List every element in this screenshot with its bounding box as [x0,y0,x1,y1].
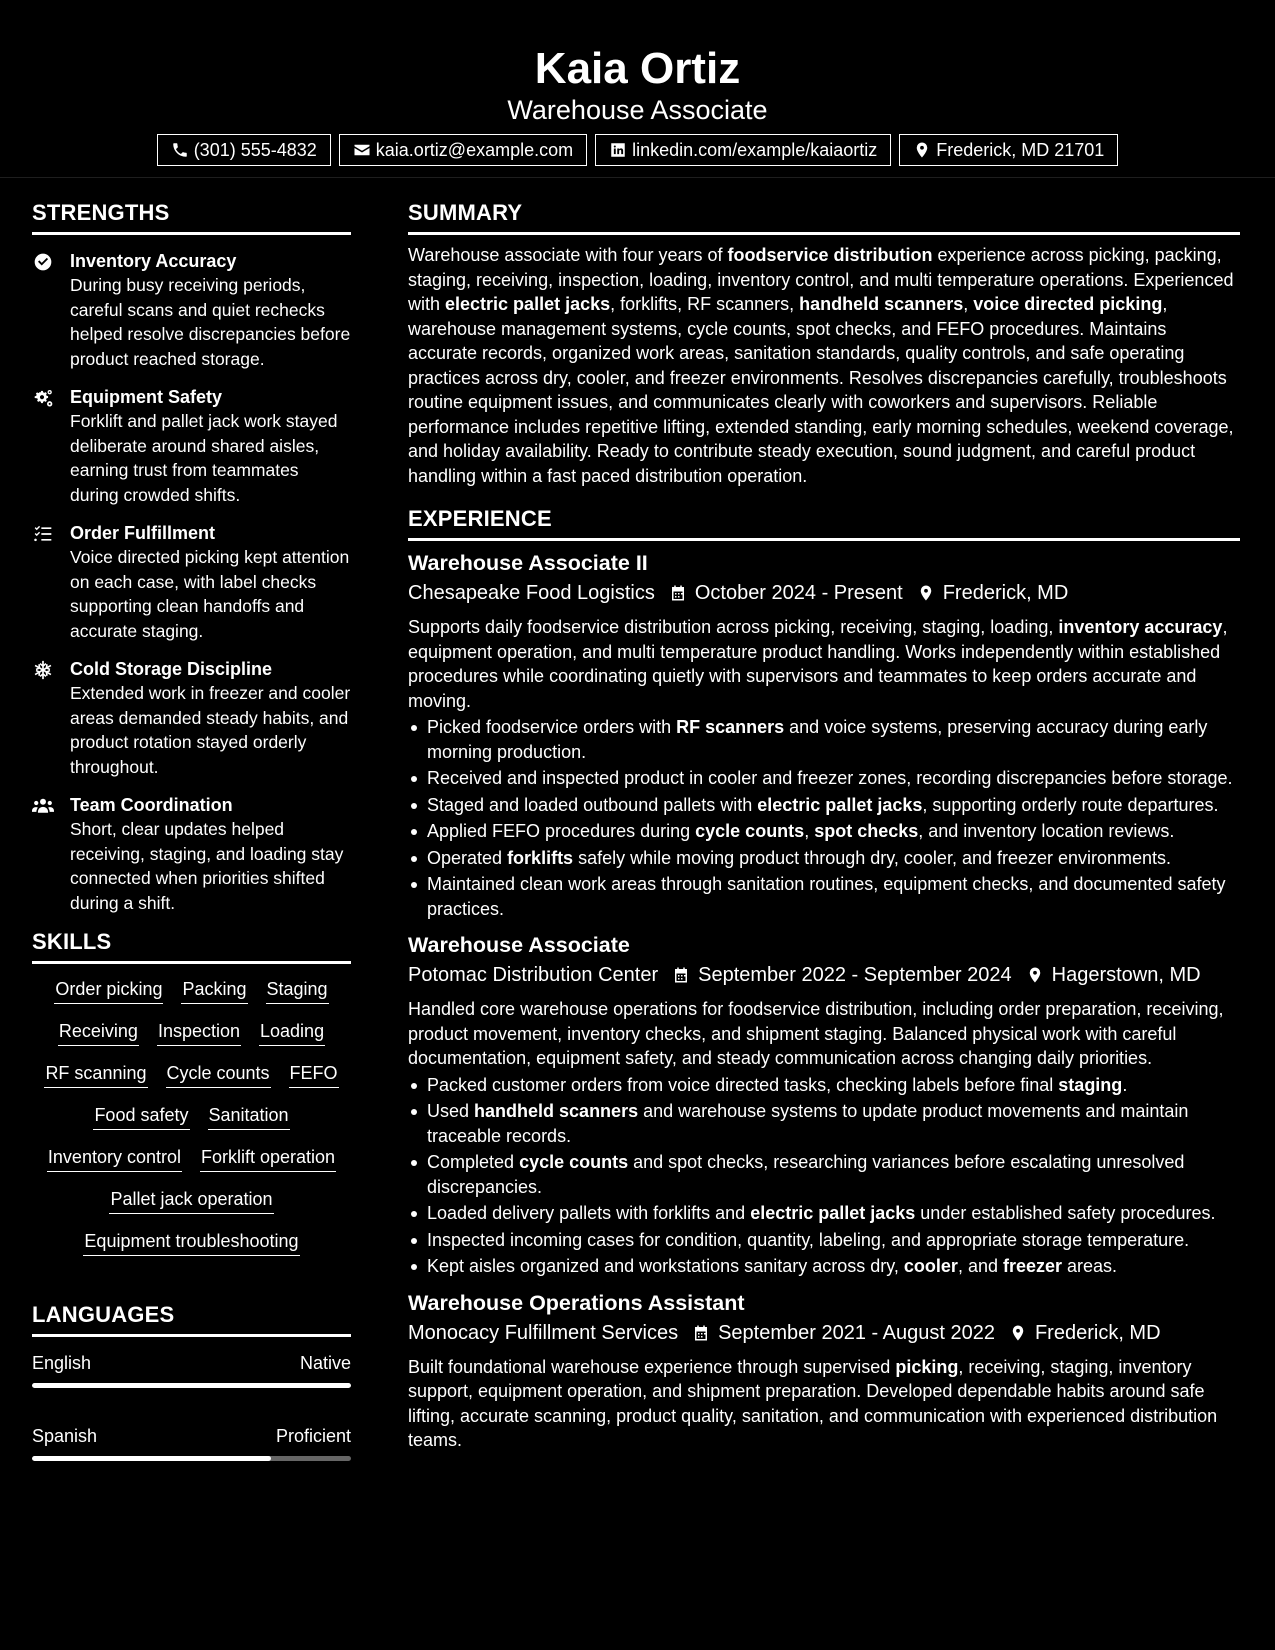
list-check-icon [32,524,54,544]
calendar-icon [692,1324,710,1342]
strengths-heading: STRENGTHS [32,200,351,235]
candidate-title: Warehouse Associate [507,95,768,125]
strength-desc: During busy receiving periods, careful scans and quiet rechecks helped resolve discrepancies before product reached storage. [70,275,351,369]
contact-bar [0,134,1275,166]
languages-section [32,1302,351,1461]
job-title: Warehouse Associate [408,933,630,957]
job-bullet: Applied FEFO procedures during cycle counts, spot checks, and inventory location reviews. [408,819,1240,844]
job-description: Built foundational warehouse experience through supervised picking, receiving, staging, inventory support, equipment operation, and shipment preparation. Developed dependable habits around safe lifting, accurate scanning, product quality, sanitation, and communication with experienced distribution teams. [408,1356,1218,1450]
strength-title: Team Coordination [70,795,233,815]
skill-tag: Loading [259,1020,325,1046]
skills-section [32,929,351,1256]
job-entry [408,549,1240,921]
mail-icon [353,141,371,159]
language-level: Native [299,1353,351,1373]
strength-desc: Short, clear updates helped receiving, staging, and loading stay connected when priorities shifted during a shift. [70,819,344,913]
job-location: Hagerstown, MD [1051,964,1201,986]
language-proficiency-fill [32,1383,351,1388]
skill-tag: Inspection [157,1020,241,1046]
strength-title: Order Fulfillment [70,523,216,543]
job-bullet: Used handheld scanners and warehouse systems to update product movements and maintain traceable records. [408,1099,1240,1148]
skill-tag: Staging [266,978,329,1004]
job-bullets [408,715,1240,921]
strength-title: Inventory Accuracy [70,251,237,271]
job-company: Potomac Distribution Center [408,964,659,986]
strength-desc: Forklift and pallet jack work stayed deliberate around shared aisles, earning trust from teammates during crowded shifts. [70,411,338,505]
job-dates: September 2022 - September 2024 [698,964,1012,986]
contact-location-text: Frederick, MD 21701 [936,139,1105,160]
summary-section [408,200,1240,488]
job-meta [408,1317,1240,1349]
language-proficiency-fill [32,1456,271,1461]
experience-section [408,506,1240,1453]
job-description: Handled core warehouse operations for foodservice distribution, including order preparation, receiving, product movement, inventory checks, and shipment staging. Balanced physical work with careful documentation, equipment safety, and steady communication across changing daily priorities. [408,999,1224,1068]
candidate-name: Kaia Ortiz [534,44,741,93]
languages-heading: LANGUAGES [32,1302,351,1337]
job-bullet: Loaded delivery pallets with forklifts and electric pallet jacks under established safety procedures. [408,1201,1240,1226]
map-pin-icon [917,584,935,602]
resume-header [0,0,1275,178]
strength-item [32,521,351,643]
job-bullet: Picked foodservice orders with RF scanners and voice systems, preserving accuracy during early morning production. [408,715,1240,764]
job-entry [408,1289,1240,1453]
language-proficiency-bar [32,1456,351,1461]
job-dates: October 2024 - Present [694,582,903,604]
contact-linkedin[interactable] [595,134,891,166]
job-title: Warehouse Operations Assistant [408,1290,745,1315]
job-bullet: Completed cycle counts and spot checks, researching variances before escalating unresolved discrepancies. [408,1150,1240,1199]
linkedin-icon [609,141,627,159]
job-bullet: Packed customer orders from voice directed tasks, checking labels before final staging. [408,1073,1240,1098]
check-circle-icon [32,252,54,272]
job-location: Frederick, MD [942,582,1069,604]
job-bullet: Kept aisles organized and workstations sanitary across dry, cooler, and freezer areas. [408,1254,1240,1279]
job-bullet: Inspected incoming cases for condition, quantity, labeling, and appropriate storage temperature. [408,1228,1240,1253]
skill-tag: Packing [181,978,247,1004]
job-bullets [408,1073,1240,1279]
left-column [32,178,351,1483]
job-dates: September 2021 - August 2022 [718,1321,995,1344]
right-column [408,178,1240,1453]
strength-item [32,249,351,371]
strength-title: Cold Storage Discipline [70,659,273,679]
contact-phone[interactable] [157,134,331,166]
skill-tag: RF scanning [44,1062,147,1088]
language-proficiency-bar [32,1383,351,1388]
contact-phone-text: (301) 555-4832 [193,139,317,160]
job-location: Frederick, MD [1034,1321,1161,1344]
strength-title: Equipment Safety [70,387,223,407]
job-meta [408,959,1240,991]
job-meta [408,577,1240,609]
job-bullet: Maintained clean work areas through sanitation routines, equipment checks, and documented safety practices. [408,872,1240,921]
job-bullet: Received and inspected product in cooler and freezer zones, recording discrepancies before storage. [408,766,1240,791]
job-description: Supports daily foodservice distribution across picking, receiving, staging, loading, inventory accuracy, equipment operation, and multi temperature product handling. Works independently within established procedures while coordinating quietly with supervisors and teammates to keep orders accurate and moving. [408,617,1228,711]
language-name: Spanish [32,1426,98,1446]
skill-tag: Equipment troubleshooting [83,1230,299,1256]
skills-heading: SKILLS [32,929,351,964]
language-item [32,1424,351,1461]
job-company: Chesapeake Food Logistics [408,582,655,604]
gears-icon [32,388,54,408]
skills-list [32,972,351,1256]
contact-email[interactable] [339,134,587,166]
job-bullet: Operated forklifts safely while moving product through dry, cooler, and freezer environments. [408,846,1240,871]
map-pin-icon [913,141,931,159]
skill-tag: Receiving [58,1020,139,1046]
skill-tag: FEFO [289,1062,339,1088]
phone-icon [171,141,189,159]
language-level: Proficient [275,1426,351,1446]
language-item [32,1351,351,1388]
job-bullet: Staged and loaded outbound pallets with electric pallet jacks, supporting orderly route departures. [408,793,1240,818]
skill-tag: Order picking [54,978,163,1004]
contact-location [899,134,1118,166]
users-icon [32,796,54,816]
map-pin-icon [1026,966,1044,984]
skill-tag: Pallet jack operation [109,1188,273,1214]
map-pin-icon [1009,1324,1027,1342]
skill-tag: Sanitation [208,1104,290,1130]
job-list [408,549,1240,1453]
calendar-icon [669,584,687,602]
strength-desc: Voice directed picking kept attention on each case, with label checks supporting clean handoffs and accurate staging. [70,547,350,641]
skill-tag: Forklift operation [200,1146,336,1172]
summary-text: Warehouse associate with four years of foodservice distribution experience across picking, packing, staging, receiving, inspection, loading, inventory control, and multi temperature operations. Experienced with electric pallet jacks, forklifts, RF scanners, handheld scanners, voice directed picking, warehouse management systems, cycle counts, spot checks, and FEFO procedures. Maintains accurate records, organized work areas, sanitation standards, quality controls, and safe operating practices across dry, cooler, and freezer environments. Resolves discrepancies carefully, troubleshoots routine equipment issues, and communicates clearly with coworkers and supervisors. Reliable performance includes repetitive lifting, extended standing, early morning schedules, weekend coverage, and holiday availability. Ready to contribute steady execution, sound judgment, and careful product handling within a fast paced distribution operation. [408,245,1234,486]
contact-email-text: kaia.ortiz@example.com [375,139,574,160]
strength-item [32,793,351,915]
skill-tag: Cycle counts [166,1062,271,1088]
job-company: Monocacy Fulfillment Services [408,1321,679,1344]
experience-heading: EXPERIENCE [408,506,1240,541]
summary-heading: SUMMARY [408,200,1240,235]
strength-item [32,657,351,779]
skill-tag: Inventory control [47,1146,182,1172]
strengths-section [32,200,351,915]
job-entry [408,931,1240,1279]
snowflake-icon [32,660,54,680]
skill-tag: Food safety [93,1104,189,1130]
strength-item [32,385,351,507]
contact-linkedin-text: linkedin.com/example/kaiaortiz [632,139,878,160]
job-title: Warehouse Associate II [408,551,648,575]
strength-desc: Extended work in freezer and cooler areas demanded steady habits, and product rotation stayed orderly throughout. [70,683,351,777]
calendar-icon [672,966,690,984]
language-name: English [32,1353,92,1373]
